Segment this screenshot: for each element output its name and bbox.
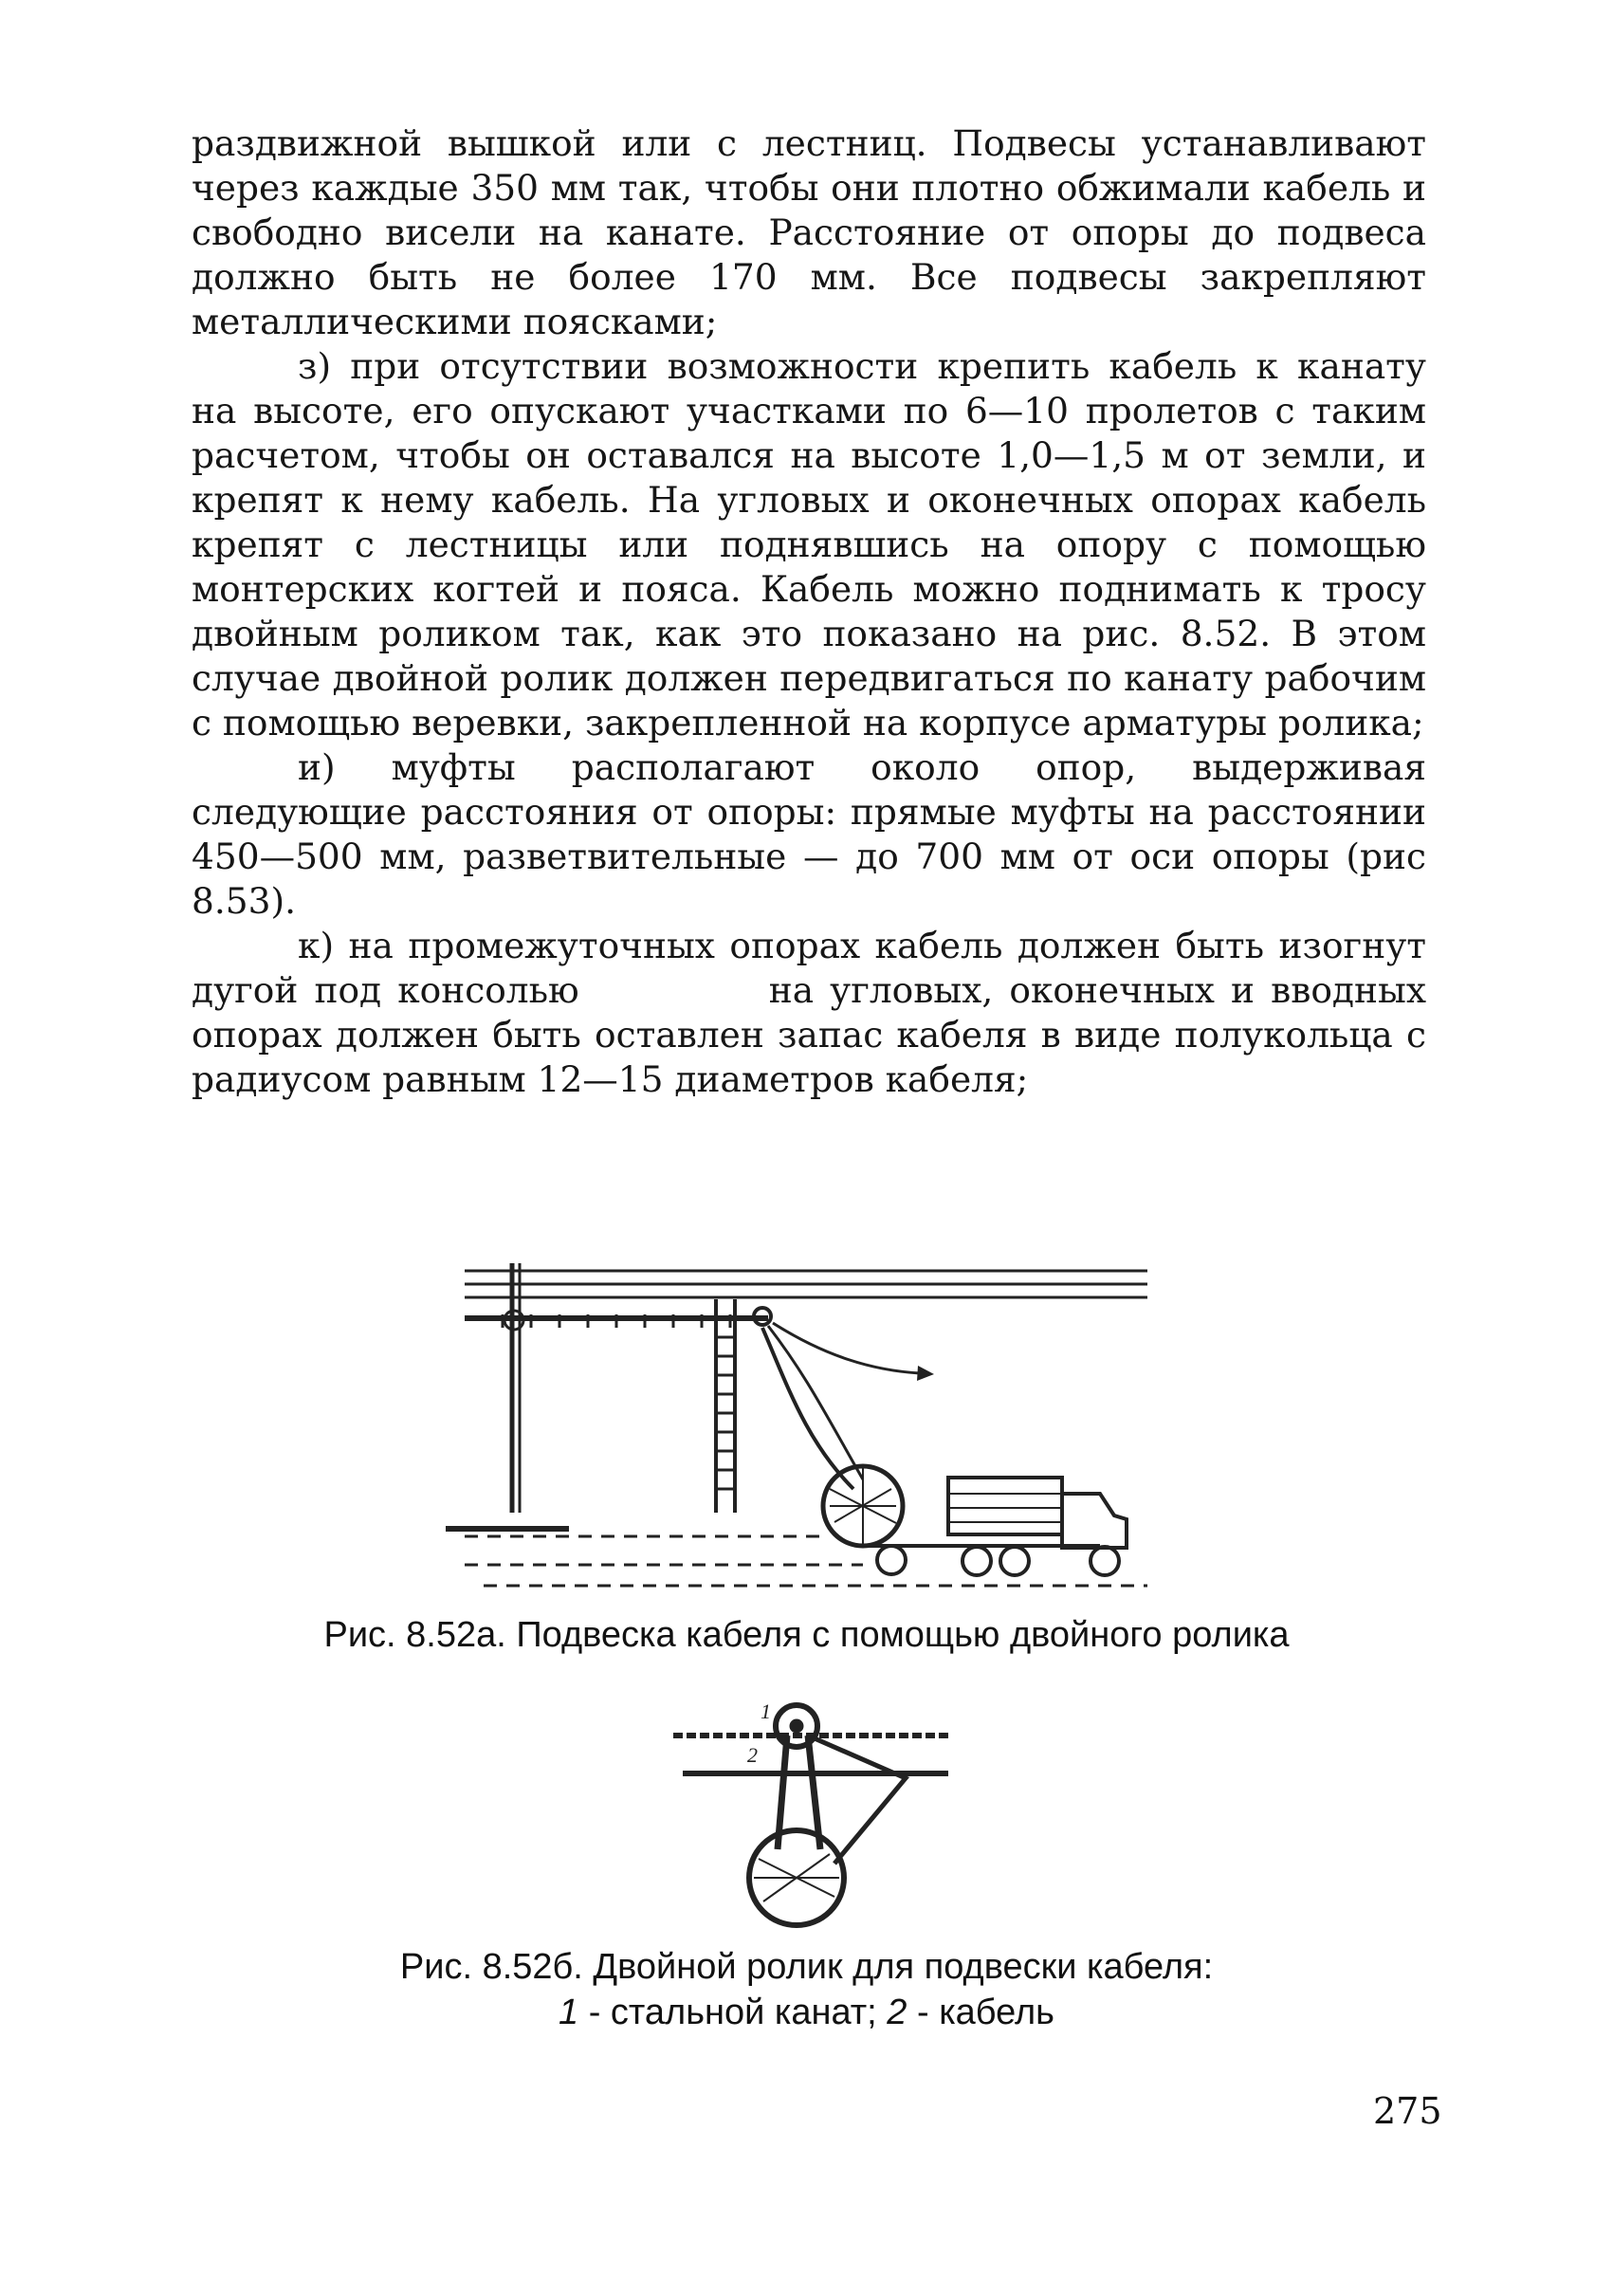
figure-cable-suspension <box>446 1252 1166 1603</box>
wheel <box>1091 1547 1119 1575</box>
figure-a-caption: Рис. 8.52а. Подвеска кабеля с помощью двойного ролика <box>323 1615 1290 1655</box>
label-2: 2 <box>747 1743 758 1767</box>
paragraph-k-part1: к) на промежуточных опорах кабель должен быть изогнут дугой под консолью <box>192 925 1426 1011</box>
paragraph-k <box>192 924 1426 1102</box>
hanging-cable <box>762 1328 853 1489</box>
figure-double-roller <box>673 1698 958 1935</box>
page-number: 275 <box>1373 2090 1442 2132</box>
paragraph-continuation: раздвижной вышкой или с лестниц. Подвесы устанавливают через каждые 350 мм так, чтобы они плотно обжимали кабель и свободно висели на канате. Расстояние от опоры до подвеса должно быть не более 170 мм. Все подвесы закрепляют металлическими поясками; <box>192 122 1426 342</box>
figure-b-caption <box>0 1944 1613 2035</box>
truck-cab <box>1062 1494 1127 1548</box>
paragraph-i: и) муфты располагают около опор, выдерживая следующие расстояния от опоры: прямые муфты на расстоянии 450—500 мм, разветвительные — до 700 мм от оси опоры (рис 8.53). <box>192 746 1426 922</box>
figure-b-caption-line2 <box>0 1990 1613 2035</box>
legend-text-1: - стальной канат; <box>578 1993 888 2032</box>
legend-num-1: 1 <box>559 1993 579 2032</box>
paragraph-k-part2: на угловых, оконечных и вводных опорах должен быть оставлен запас кабеля в виде полукольца с радиусом равным 12—15 диаметров кабеля; <box>192 969 1426 1100</box>
wheel <box>962 1547 991 1575</box>
figure-b-caption-line1: Рис. 8.52б. Двойной ролик для подвески кабеля: <box>399 1947 1214 1987</box>
paragraph-z: з) при отсутствии возможности крепить кабель к канату на высоте, его опускают участками по 6—10 пролетов с таким расчетом, чтобы он оставался на высоте 1,0—1,5 м от земли, и крепят к нему кабель. На угловых и оконечных опорах кабель крепят с лестницы или поднявшись на опору с помощью монтерских когтей и пояса. Кабель можно поднимать к тросу двойным роликом так, как это показано на рис. 8.52. В этом случае двойной ролик должен передвигаться по канату рабочим с помощью веревки, закрепленной на корпусе арматуры ролика; <box>192 345 1426 744</box>
wheel <box>877 1546 906 1574</box>
legend-text-2: - кабель <box>907 1993 1054 2032</box>
ground <box>465 1536 1147 1586</box>
wheel <box>1000 1547 1029 1575</box>
truck-body <box>948 1478 1062 1534</box>
label-1: 1 <box>761 1699 771 1723</box>
body-text <box>192 121 1426 1102</box>
legend-num-2: 2 <box>887 1993 907 2032</box>
